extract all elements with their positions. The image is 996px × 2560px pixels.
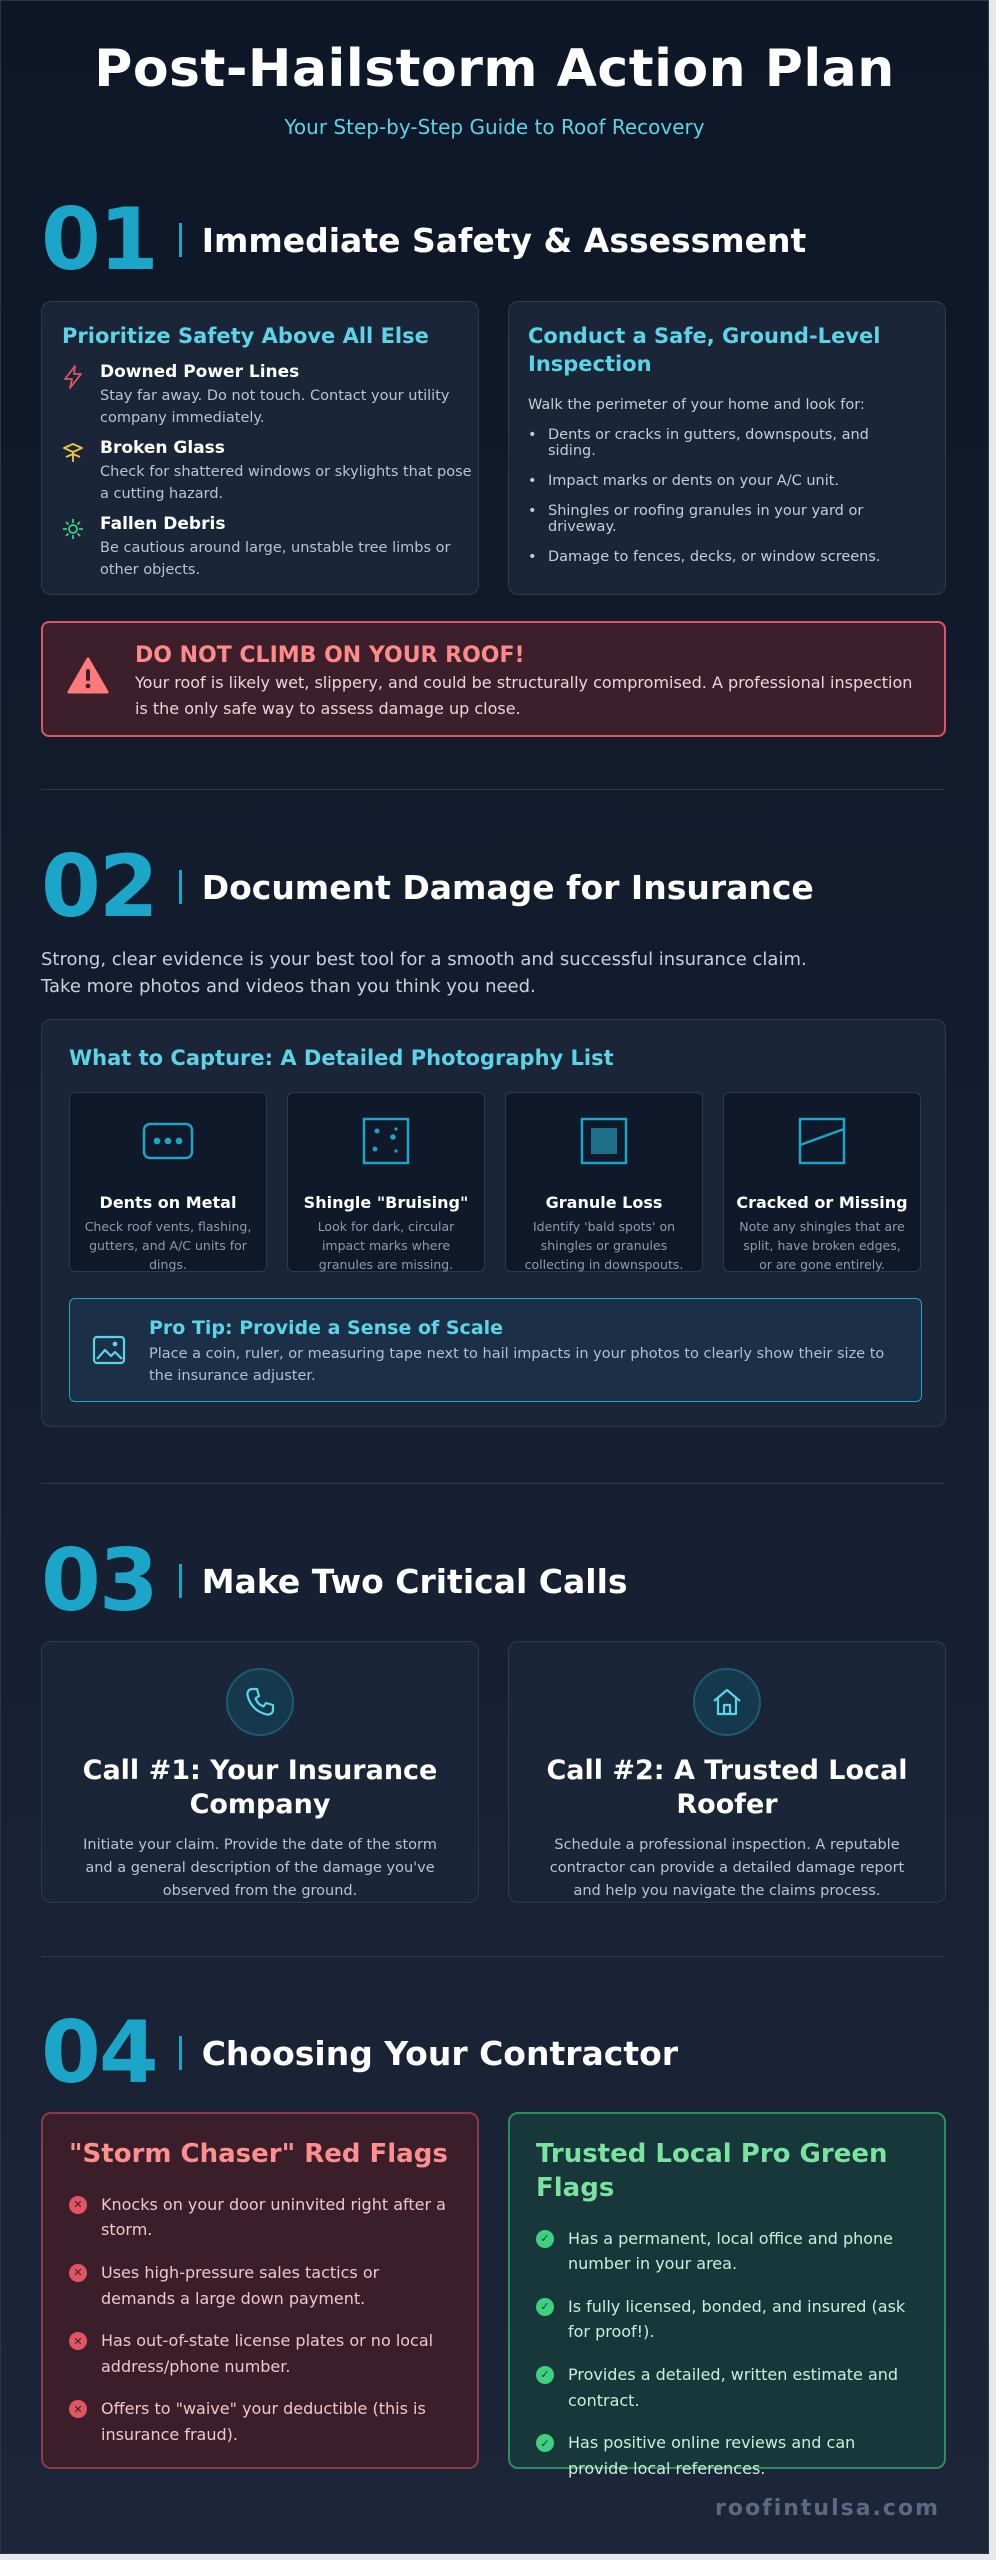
risk-text: Stay far away. Do not touch. Contact your utility company immediately. — [100, 388, 450, 427]
call-text: Schedule a professional inspection. A reputable contractor can provide a detailed damage report and help you navigate the claims process. — [549, 1836, 905, 1899]
intro-line: Strong, clear evidence is your best tool for a smooth and successful insurance claim. — [41, 949, 807, 970]
section-number: 04 — [41, 2003, 157, 2103]
section-intro — [41, 946, 807, 1000]
debris-icon — [60, 516, 86, 542]
red-flags-list — [69, 2192, 453, 2448]
list-item — [69, 2396, 453, 2447]
section-divider-bar — [179, 223, 182, 257]
list-item — [69, 2192, 453, 2243]
call-text: Initiate your claim. Provide the date of the storm and a general description of the damage you've observed from the ground. — [83, 1836, 437, 1899]
photo-item-title: Dents on Metal — [99, 1193, 237, 1212]
list-item — [536, 2226, 920, 2277]
flag-text: Is fully licensed, bonded, and insured (ask for proof!). — [568, 2296, 906, 2342]
section-divider — [41, 1483, 945, 1484]
inspection-card — [508, 301, 946, 595]
green-flags-card — [508, 2112, 946, 2478]
list-item — [536, 2430, 920, 2481]
x-circle-icon: ✕ — [69, 2332, 87, 2350]
flag-text: Has a permanent, local office and phone number in your area. — [568, 2228, 894, 2274]
shingle-bruising-icon — [360, 1115, 412, 1167]
risk-title: Fallen Debris — [100, 514, 226, 534]
intro-line: Take more photos and videos than you think you need. — [41, 976, 536, 997]
safety-card — [41, 301, 479, 595]
photo-item — [69, 1092, 267, 1272]
photo-item-title: Shingle "Bruising" — [303, 1193, 469, 1212]
call-title: Call #1: Your Insurance Company — [82, 1755, 438, 1820]
header — [1, 39, 988, 139]
photo-item — [723, 1092, 921, 1272]
red-flags-heading: "Storm Chaser" Red Flags — [69, 2139, 448, 2169]
risk-item — [60, 514, 478, 582]
check-circle-icon: ✓ — [536, 2434, 554, 2452]
inspection-list — [528, 427, 921, 565]
section-title: Make Two Critical Calls — [201, 1561, 628, 1601]
check-circle-icon: ✓ — [536, 2230, 554, 2248]
photo-item-text: Check roof vents, flashing, gutters, and A/C units for dings. — [84, 1219, 252, 1272]
list-item: • Impact marks or dents on your A/C unit. — [528, 473, 921, 489]
warning-title: DO NOT CLIMB ON YOUR ROOF! — [135, 643, 525, 668]
section-title: Document Damage for Insurance — [201, 867, 814, 907]
list-item — [69, 2328, 453, 2379]
section-1-heading — [41, 190, 807, 290]
x-circle-icon: ✕ — [69, 2264, 87, 2282]
risk-text: Check for shattered windows or skylights that pose a cutting hazard. — [100, 464, 472, 503]
home-icon — [693, 1668, 761, 1736]
section-divider-bar — [179, 870, 182, 904]
photography-card — [41, 1019, 946, 1427]
photo-item — [505, 1092, 703, 1272]
section-divider-bar — [179, 1564, 182, 1598]
risk-title: Broken Glass — [100, 438, 225, 458]
section-number: 03 — [41, 1531, 157, 1631]
warning-text: Your roof is likely wet, slippery, and could be structurally compromised. A professional inspection is the only safe way to assess damage up close. — [135, 673, 913, 718]
image-icon — [92, 1335, 126, 1369]
risk-title: Downed Power Lines — [100, 362, 300, 382]
photo-item-text: Look for dark, circular impact marks where granules are missing. — [317, 1219, 455, 1272]
flag-text: Offers to "waive" your deductible (this is insurance fraud). — [101, 2399, 426, 2444]
safety-heading: Prioritize Safety Above All Else — [62, 324, 429, 348]
green-flags-heading: Trusted Local Pro Green Flags — [536, 2139, 888, 2203]
section-3-heading — [41, 1531, 628, 1631]
warning-banner — [41, 621, 946, 737]
page-subtitle: Your Step-by-Step Guide to Roof Recovery — [284, 115, 705, 139]
call-card — [41, 1641, 479, 1903]
photo-item-title: Cracked or Missing — [736, 1193, 908, 1212]
warning-triangle-icon — [67, 657, 109, 699]
photo-item-title: Granule Loss — [545, 1193, 663, 1212]
red-flags-card — [41, 2112, 479, 2469]
x-circle-icon: ✕ — [69, 2400, 87, 2418]
photo-item-text: Note any shingles that are split, have broken edges, or are gone entirely. — [739, 1219, 905, 1272]
call-title: Call #2: A Trusted Local Roofer — [546, 1755, 908, 1820]
list-item: • Damage to fences, decks, or window screens. — [528, 549, 921, 565]
list-item: • Shingles or roofing granules in your yard or driveway. — [528, 503, 921, 535]
pro-tip-title: Pro Tip: Provide a Sense of Scale — [149, 1317, 504, 1339]
footer-site-name: roofintulsa.com — [715, 2496, 940, 2521]
flag-text: Has positive online reviews and can provide local references. — [568, 2433, 856, 2478]
broken-glass-icon — [60, 440, 86, 466]
check-circle-icon: ✓ — [536, 2298, 554, 2316]
risk-text: Be cautious around large, unstable tree limbs or other objects. — [100, 540, 451, 579]
flag-text: Uses high-pressure sales tactics or demands a large down payment. — [101, 2262, 380, 2308]
metal-dents-icon — [142, 1115, 194, 1167]
section-divider — [41, 1956, 945, 1957]
x-circle-icon: ✕ — [69, 2196, 87, 2214]
cracked-shingle-icon — [796, 1115, 848, 1167]
pro-tip-text: Place a coin, ruler, or measuring tape next to hail impacts in your photos to clearly show their size to the insurance adjuster. — [149, 1346, 885, 1385]
section-2-heading — [41, 837, 814, 937]
section-number: 02 — [41, 837, 157, 937]
check-circle-icon: ✓ — [536, 2366, 554, 2384]
photo-item — [287, 1092, 485, 1272]
section-title: Choosing Your Contractor — [201, 2033, 679, 2073]
photography-heading: What to Capture: A Detailed Photography List — [69, 1046, 614, 1070]
lightning-icon — [60, 364, 86, 390]
section-title: Immediate Safety & Assessment — [201, 220, 807, 260]
list-item: • Dents or cracks in gutters, downspouts, and siding. — [528, 427, 921, 459]
section-divider — [41, 789, 945, 790]
section-number: 01 — [41, 190, 157, 290]
flag-text: Has out-of-state license plates or no local address/phone number. — [101, 2331, 434, 2376]
risk-item — [60, 438, 478, 506]
list-item — [536, 2294, 920, 2345]
granule-loss-icon — [578, 1115, 630, 1167]
list-item — [536, 2362, 920, 2413]
list-item — [69, 2260, 453, 2311]
flag-text: Provides a detailed, written estimate and contract. — [568, 2364, 899, 2410]
section-divider-bar — [179, 2036, 182, 2070]
page-title: Post-Hailstorm Action Plan — [94, 39, 895, 99]
inspection-heading: Conduct a Safe, Ground-Level Inspection — [528, 324, 881, 377]
inspection-intro: Walk the perimeter of your home and look for: — [528, 396, 865, 413]
pro-tip-box — [69, 1298, 922, 1402]
call-card — [508, 1641, 946, 1903]
section-4-heading — [41, 2003, 679, 2103]
green-flags-list — [536, 2226, 920, 2482]
flag-text: Knocks on your door uninvited right after a storm. — [101, 2194, 446, 2240]
risk-item — [60, 362, 478, 430]
photo-item-text: Identify 'bald spots' on shingles or granules collecting in downspouts. — [524, 1219, 684, 1272]
phone-icon — [226, 1668, 294, 1736]
